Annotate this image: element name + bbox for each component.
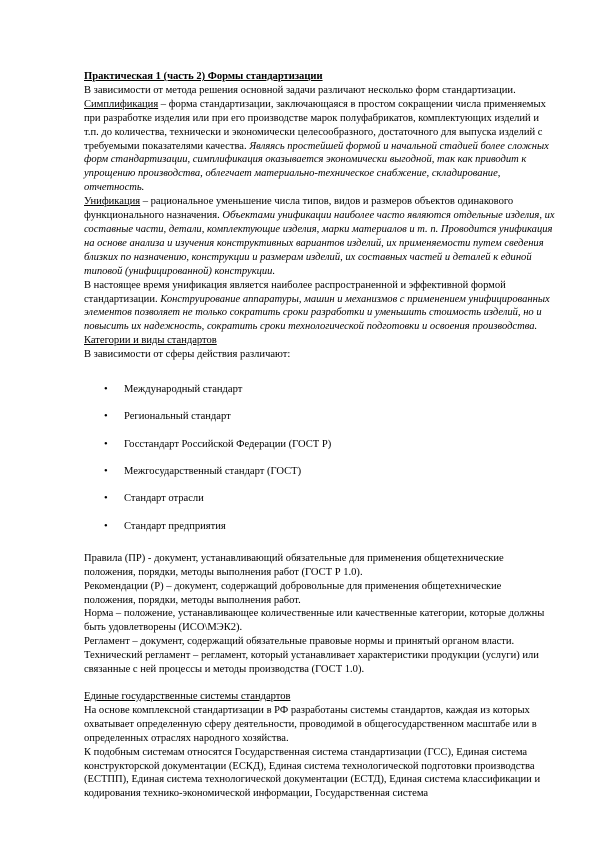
list-item: • Международный стандарт: [84, 376, 555, 403]
systems-heading: Единые государственные системы стандартов: [84, 690, 291, 702]
systems-paragraph-1: На основе комплексной стандартизации в РФ разработаны системы стандартов, каждая из которых охватывает определенную сферу деятельности, проводимой в общегосударственном масштабе или в определенных отраслях народного хозяйства.: [84, 704, 537, 744]
simplification-paragraph: [84, 98, 555, 195]
definition-recommendations: Рекомендации (Р) – документ, содержащий добровольные для применения общетехнические положения, порядки, методы выполнения работ.: [84, 580, 502, 606]
unification-now-text: В настоящее время унификация является наиболее распространенной и эффективной формой стандартизации.: [84, 279, 506, 305]
definition-technical-regulation: Технический регламент – регламент, который устанавливает характеристики продукции (услуги) или связанные с ней процессы и методы производства (ГОСТ 1.0).: [84, 650, 539, 676]
definition-rules: Правила (ПР) - документ, устанавливающий обязательные для применения общетехнические положения, порядки, методы выполнения работ (ГОСТ Р 1.0).: [84, 552, 504, 578]
unification-paragraph: [84, 195, 555, 278]
list-item: • Госстандарт Российской Федерации (ГОСТ Р): [84, 431, 555, 458]
simplification-definition: – форма стандартизации, заключающаяся в простом сокращении числа применяемых при разработке изделия или при его производстве марок полуфабрикатов, комплектующих изделий и т.п. до количества, технически и экономически целесообразного, достаточного для выпуска изделий с требуемыми показателями качества.: [84, 98, 546, 152]
unification-term: Унификация: [84, 196, 141, 208]
categories-heading: Категории и виды стандартов: [84, 335, 217, 347]
standards-list: [84, 376, 555, 540]
unification-now-paragraph: [84, 279, 555, 335]
unification-note: Объектами унификации наиболее часто являются отдельные изделия, их составные части, детали, комплектующие изделия, марки материалов и т. п. Проводится унификация на основе анализа и изучения конструктивных вариантов изделий, их применяемости путем сведения близких по назначению, конструкции и размерам изделий, их составных частей и деталей к единой типовой (унифицированной) конструкции.: [84, 210, 555, 277]
list-item: • Стандарт предприятия: [84, 513, 555, 540]
page-title: Практическая 1 (часть 2) Формы стандартизации: [84, 71, 323, 82]
unification-definition: – рациональное уменьшение числа типов, видов и размеров объектов одинакового функционального назначения.: [84, 196, 514, 222]
list-item: • Стандарт отрасли: [84, 485, 555, 512]
unification-now-note: Конструирование аппаратуры, машин и механизмов с применением унифицированных элементов позволяет не только сократить сроки разработки и уменьшить стоимость изделий, но и повысить их надежность, сократить сроки технологической подготовки и освоения производства.: [84, 293, 550, 333]
simplification-note: Являясь простейшей формой и начальной стадией более сложных форм стандартизации, симплификация оказывается экономически выгодной, так как приводит к упрощению производства, облегчает материально-техническое снабжение, складирование, отчетность.: [84, 140, 549, 194]
definition-norm: Норма – положение, устанавливающее количественные или качественные категории, которые должны быть удовлетворены (ИСО\МЭК2).: [84, 608, 545, 634]
list-item: • Региональный стандарт: [84, 403, 555, 430]
categories-intro: В зависимости от сферы действия различают:: [84, 349, 291, 361]
list-item: • Межгосударственный стандарт (ГОСТ): [84, 458, 555, 485]
systems-paragraph-2: К подобным системам относятся Государственная система стандартизации (ГСС), Единая система конструкторской документации (ЕСКД), Единая система технологической подготовки производства (ЕСТПП), Единая система технологической документации (ЕСТД), Единая система классификации и кодирования технико-экономической информации, Государственная система: [84, 746, 541, 800]
simplification-term: Симплификация: [84, 98, 159, 110]
definition-regulation: Регламент – документ, содержащий обязательные правовые нормы и принятый органом власти.: [84, 636, 515, 648]
intro-paragraph: В зависимости от метода решения основной задачи различают несколько форм стандартизации.: [84, 84, 516, 96]
